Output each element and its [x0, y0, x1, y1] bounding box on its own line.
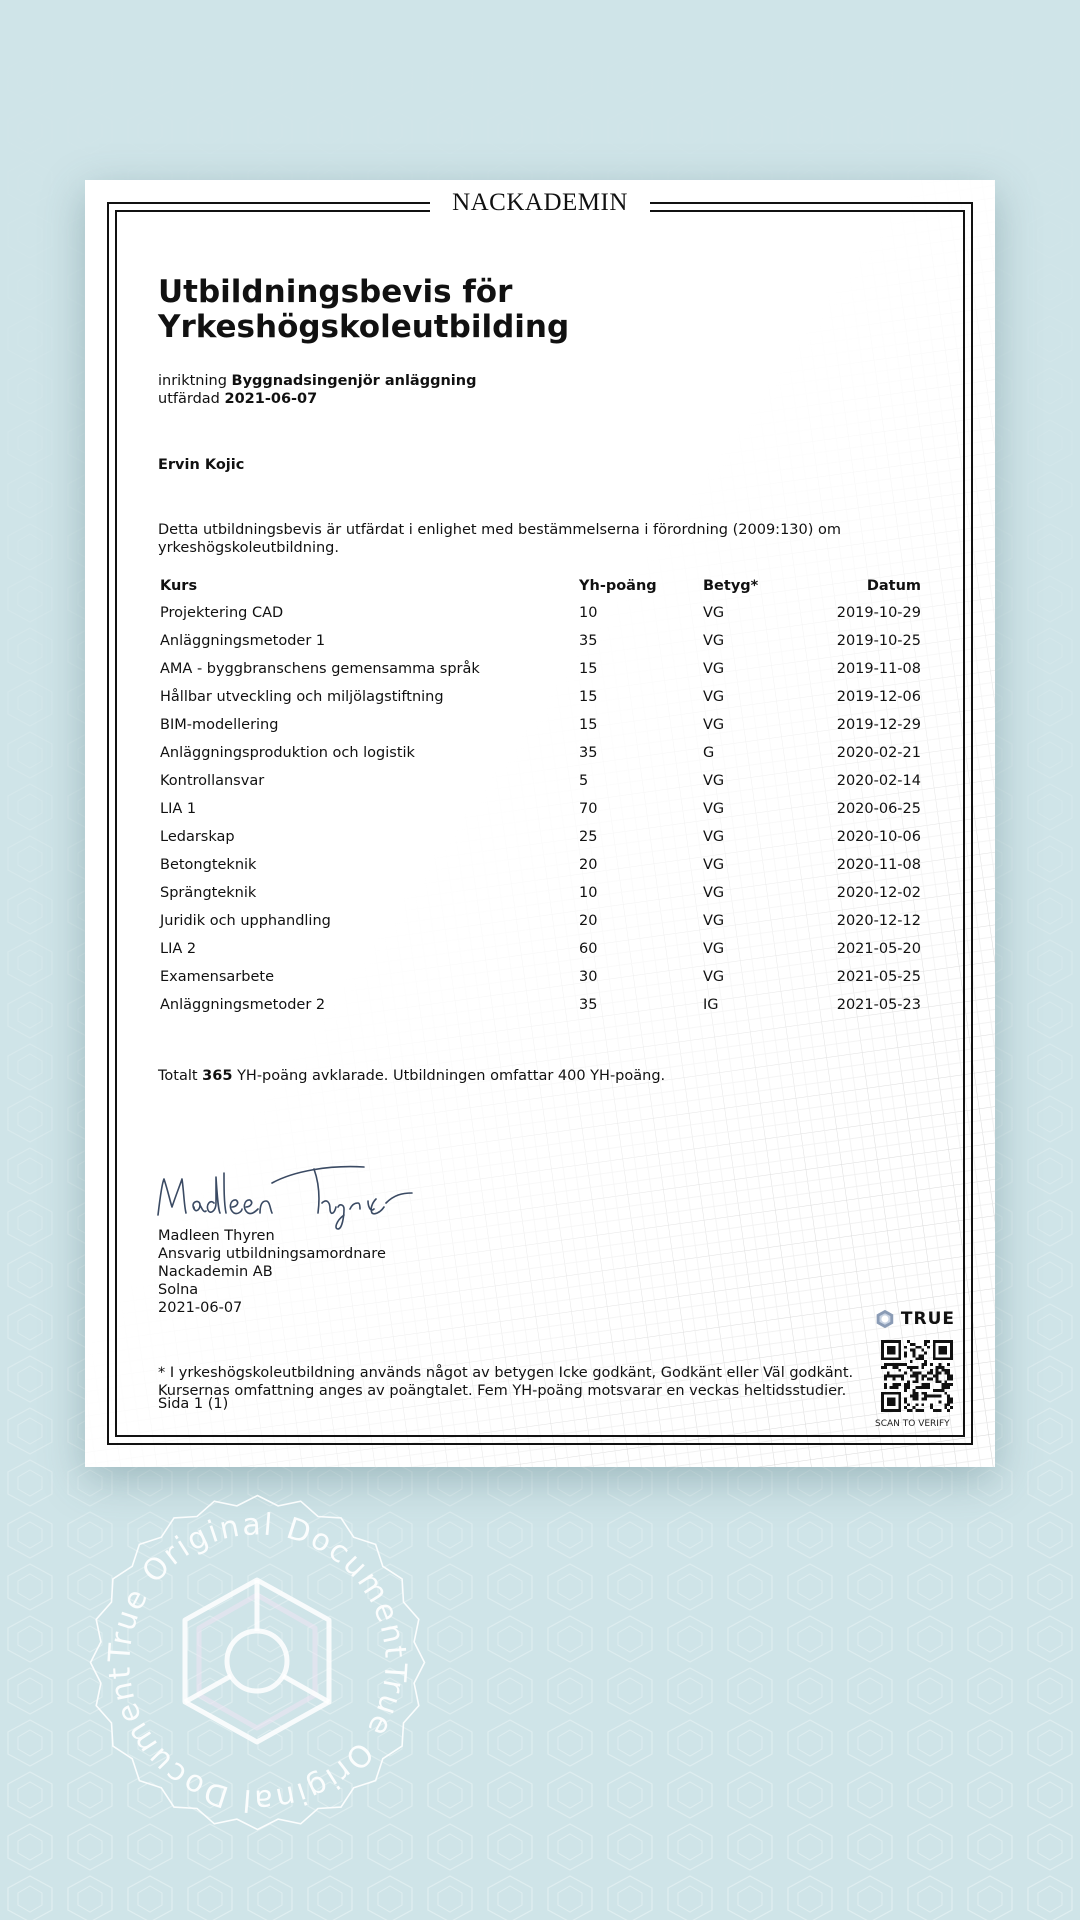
cell-points: 10 — [579, 885, 598, 901]
table-row — [158, 599, 923, 627]
table-row — [158, 991, 923, 1019]
cell-points: 10 — [579, 605, 598, 621]
intro-text: Detta utbildningsbevis är utfärdat i enlighet med bestämmelserna i förordning (2009:130) om yrkeshögskoleutbildning. — [158, 522, 842, 556]
table-row — [158, 935, 923, 963]
true-brand-label: TRUE — [900, 1309, 955, 1329]
cell-points: 5 — [579, 773, 589, 789]
svg-text:True Original Document: True Original Document — [102, 1661, 413, 1818]
cell-date: 2019-10-29 — [836, 605, 921, 621]
total-points: 365 — [202, 1068, 233, 1084]
cell-points: 15 — [579, 689, 598, 705]
table-row — [158, 851, 923, 879]
cell-date: 2020-12-12 — [836, 913, 921, 929]
cell-points: 35 — [579, 745, 598, 761]
direction-value: Byggnadsingenjör anläggning — [231, 373, 477, 389]
cell-grade: VG — [703, 941, 725, 957]
cell-grade: VG — [703, 829, 725, 845]
handwritten-signature — [154, 1143, 424, 1233]
cell-points: 35 — [579, 997, 598, 1013]
table-header-row — [158, 573, 923, 599]
header-points: Yh-poäng — [579, 578, 657, 594]
course-table — [158, 573, 923, 1019]
cell-date: 2019-11-08 — [836, 661, 921, 677]
cell-course: Anläggningsproduktion och logistik — [160, 745, 415, 761]
cell-course: Examensarbete — [160, 969, 274, 985]
certificate-meta — [158, 372, 918, 408]
signer-block — [158, 1227, 386, 1317]
grade-footnote: * I yrkeshögskoleutbildning används något av betygen Icke godkänt, Godkänt eller Väl godkänt. Kursernas omfattning anges av poängtalet. Fem YH-poäng motsvarar en veckas heltidsstudier. — [158, 1365, 854, 1399]
cell-course: Projektering CAD — [160, 605, 284, 621]
direction-label: inriktning — [158, 373, 227, 389]
certificate-content — [158, 274, 921, 1412]
table-row — [158, 795, 923, 823]
table-row — [158, 683, 923, 711]
cell-date: 2019-12-06 — [836, 689, 921, 705]
cell-grade: IG — [703, 997, 719, 1013]
cell-grade: VG — [703, 633, 725, 649]
table-row — [158, 907, 923, 935]
cell-grade: G — [703, 745, 715, 761]
cell-date: 2019-10-25 — [836, 633, 921, 649]
cell-grade: VG — [703, 773, 725, 789]
cell-course: Sprängteknik — [160, 885, 257, 901]
cell-date: 2020-02-21 — [836, 745, 921, 761]
header-course: Kurs — [160, 578, 198, 594]
cell-grade: VG — [703, 857, 725, 873]
cell-date: 2021-05-25 — [836, 969, 921, 985]
cell-course: BIM-modellering — [160, 717, 279, 733]
table-row — [158, 739, 923, 767]
cell-course: Anläggningsmetoder 2 — [160, 997, 326, 1013]
cell-course: Anläggningsmetoder 1 — [160, 633, 326, 649]
cell-grade: VG — [703, 969, 725, 985]
cell-points: 30 — [579, 969, 598, 985]
cell-grade: VG — [703, 689, 725, 705]
signer-name: Madleen Thyren — [158, 1228, 275, 1244]
cell-points: 70 — [579, 801, 598, 817]
cell-points: 20 — [579, 913, 598, 929]
total-prefix: Totalt — [158, 1068, 198, 1084]
cell-grade: VG — [703, 605, 725, 621]
cell-date: 2020-02-14 — [836, 773, 921, 789]
issued-value: 2021-06-07 — [224, 391, 318, 407]
header-date: Datum — [866, 578, 921, 594]
signer-city: Solna — [158, 1282, 199, 1298]
cell-points: 15 — [579, 661, 598, 677]
certificate-title: Utbildningsbevis för Yrkeshögskoleutbilding — [158, 274, 570, 345]
cell-points: 60 — [579, 941, 598, 957]
hexagon-logo-icon — [875, 1307, 895, 1331]
issued-label: utfärdad — [158, 391, 220, 407]
cell-course: AMA - byggbranschens gemensamma språk — [160, 661, 480, 677]
cell-course: Kontrollansvar — [160, 773, 265, 789]
page-number: Sida 1 (1) — [158, 1396, 229, 1412]
total-summary — [158, 1068, 665, 1084]
cell-points: 20 — [579, 857, 598, 873]
header-grade: Betyg* — [703, 578, 759, 594]
cell-grade: VG — [703, 885, 725, 901]
cell-date: 2019-12-29 — [836, 717, 921, 733]
cell-course: LIA 2 — [160, 941, 197, 957]
cell-date: 2021-05-20 — [836, 941, 921, 957]
cell-course: Hållbar utveckling och miljölagstiftning — [160, 689, 444, 705]
signer-date: 2021-06-07 — [158, 1300, 243, 1316]
svg-text:True Original Document: True Original Document — [102, 1507, 413, 1664]
signer-role: Ansvarig utbildningsamordnare — [158, 1246, 386, 1262]
cell-date: 2020-11-08 — [836, 857, 921, 873]
cell-date: 2020-12-02 — [836, 885, 921, 901]
true-verification-badge[interactable] — [875, 1306, 955, 1429]
cell-grade: VG — [703, 717, 725, 733]
cell-date: 2021-05-23 — [836, 997, 921, 1013]
cell-course: Ledarskap — [160, 829, 235, 845]
table-row — [158, 711, 923, 739]
signer-company: Nackademin AB — [158, 1264, 273, 1280]
total-suffix: YH-poäng avklarade. Utbildningen omfattar 400 YH-poäng. — [237, 1068, 666, 1084]
student-name: Ervin Kojic — [158, 457, 245, 473]
cell-date: 2020-06-25 — [836, 801, 921, 817]
table-row — [158, 963, 923, 991]
certificate-paper — [85, 180, 995, 1467]
cell-course: Betongteknik — [160, 857, 257, 873]
table-row — [158, 655, 923, 683]
table-row — [158, 627, 923, 655]
true-logo — [875, 1306, 955, 1332]
scan-to-verify-label: SCAN TO VERIFY — [875, 1419, 950, 1429]
table-row — [158, 823, 923, 851]
cell-points: 25 — [579, 829, 598, 845]
cell-date: 2020-10-06 — [836, 829, 921, 845]
table-row — [158, 879, 923, 907]
cell-grade: VG — [703, 801, 725, 817]
true-original-seal — [85, 1490, 430, 1835]
cell-course: LIA 1 — [160, 801, 197, 817]
cell-course: Juridik och upphandling — [160, 913, 331, 929]
table-row — [158, 767, 923, 795]
nackademin-logo: NACKADEMIN — [430, 189, 650, 219]
cell-points: 15 — [579, 717, 598, 733]
cell-points: 35 — [579, 633, 598, 649]
qr-code-icon[interactable] — [881, 1340, 953, 1412]
cell-grade: VG — [703, 913, 725, 929]
cell-grade: VG — [703, 661, 725, 677]
seal-cube-icon — [185, 1580, 329, 1742]
